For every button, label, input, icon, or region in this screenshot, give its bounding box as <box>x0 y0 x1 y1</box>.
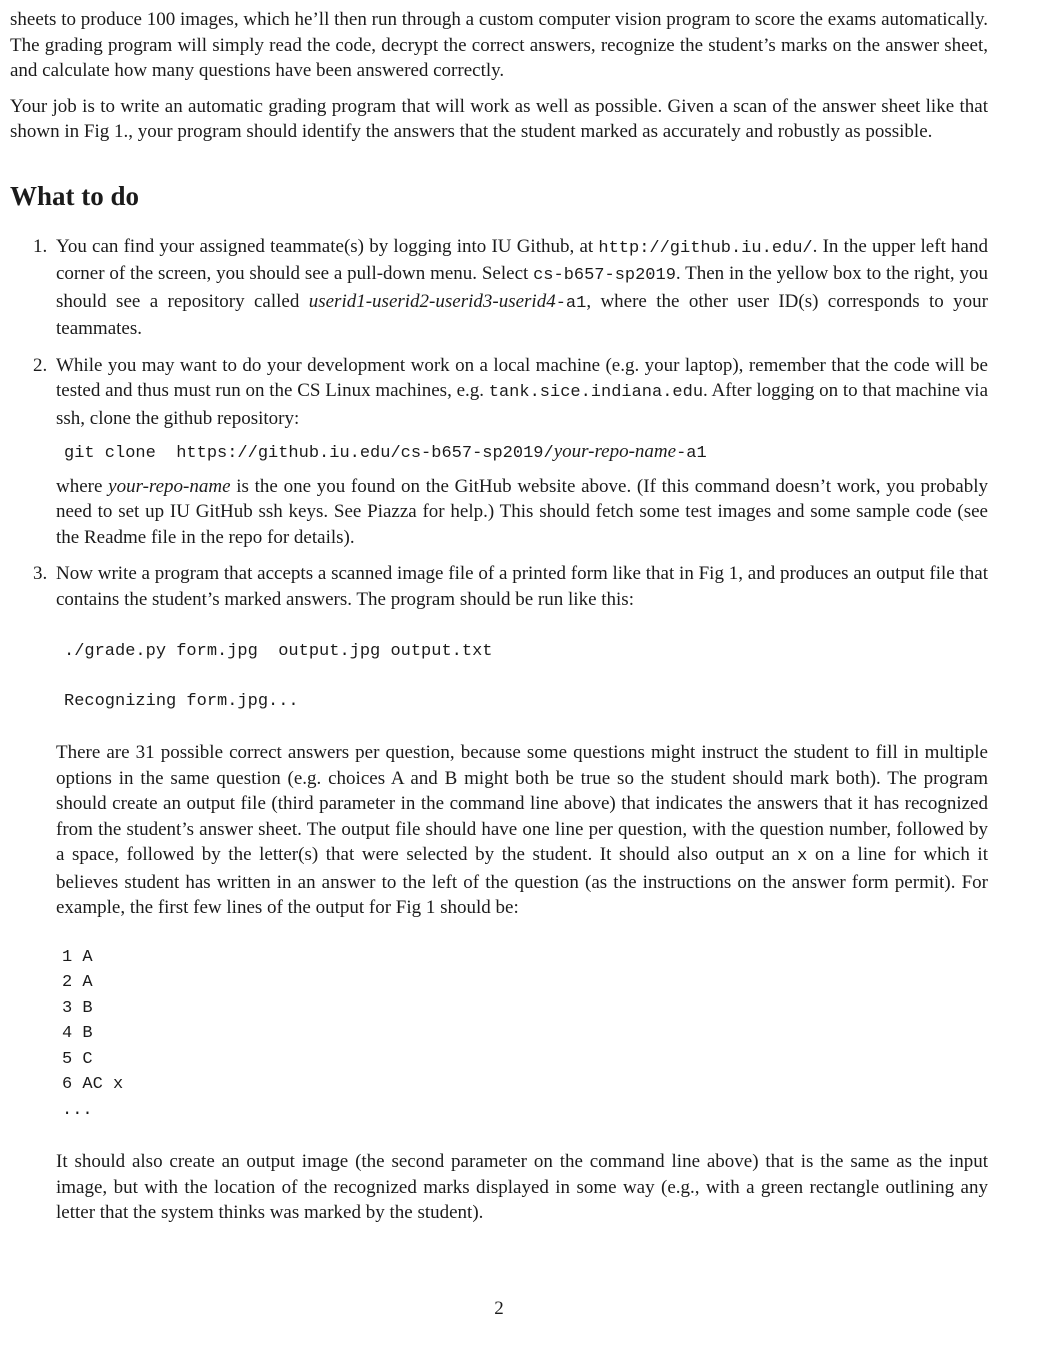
text-run: git clone https://github.iu.edu/cs-b657-sp2019/ <box>64 444 554 463</box>
section-heading: What to do <box>10 180 140 211</box>
intro-section <box>10 7 988 145</box>
text-run: -a1 <box>555 293 587 313</box>
text-run: your-repo-name <box>108 475 231 497</box>
list-item-body <box>56 353 988 551</box>
text-run: Now write a program that accepts a scanned image file of a printed form like that in Fig 1, and produces an output file that contains the student’s marked answers. The program should be run like this: <box>56 563 988 610</box>
text-run: . In the upper left hand corner of the screen, you should see a pull-down menu. Select <box>56 235 988 284</box>
code-block-line: 5 C <box>62 1049 93 1069</box>
text-run: ./grade.py form.jpg output.jpg output.txt <box>64 642 493 661</box>
text-run: sheets to produce 100 images, which he’ll then run through a custom computer vision program to score the exams automatically. The grading program will simply read the code, decrypt the correct answers, recognize the student’s marks on the answer sheet, and calculate how many questions have been answered correctly. <box>10 9 988 81</box>
text-run: There are 31 possible correct answers per question, because some questions might instruct the student to fill in multiple options in the same question (e.g. choices A and B might both be true so the student should mark both). The program should create an output file (third parameter in the command line above) that indicates the answers that it has recognized from the student’s answer sheet. The output file should have one line per question, with the question number, followed by a space, followed by the letter(s) that were selected by the student. It should also output an <box>56 742 988 865</box>
paragraph <box>56 561 988 612</box>
code-block <box>62 945 988 1124</box>
paragraph <box>56 740 988 921</box>
page-number: 2 <box>494 1297 504 1319</box>
code-block-line: 1 A <box>62 947 93 967</box>
list-item-number: 2. <box>33 354 48 376</box>
text-run: . After logging on to that machine via ssh, clone the github repository: <box>56 380 988 429</box>
text-run: You can find your assigned teammate(s) by logging into IU Github, at <box>56 235 599 257</box>
text-run: It should also create an output image (the second parameter on the command line above) that is the same as the input image, but with the location of the recognized marks displayed in some way (e.g., with a green rectangle outlining any letter that the system thinks was marked by the student). <box>56 1151 988 1223</box>
text-run: Your job is to write an automatic grading program that will work as well as possible. Given a scan of the answer sheet like that shown in Fig 1., your program should identify the answers that the student marked as accurately and robustly as possible. <box>10 95 988 142</box>
code-block-line: ... <box>62 1100 93 1120</box>
list-item <box>10 234 988 342</box>
list-item <box>10 561 988 1226</box>
ordered-list <box>10 234 988 1226</box>
text-run: userid1-userid2-userid3-userid4 <box>308 290 556 312</box>
code-line <box>64 439 988 467</box>
text-run: x <box>797 847 808 866</box>
text-run: your-repo-name <box>553 441 677 462</box>
text-run: While you may want to do your development work on a local machine (e.g. your laptop), remember that the code will be tested and thus must run on the CS Linux machines, e.g. <box>56 354 988 401</box>
text-run: http://github.iu.edu/ <box>598 238 813 258</box>
code-block-line: 2 A <box>62 973 93 992</box>
paragraph <box>56 474 988 551</box>
text-run: tank.sice.indiana.edu <box>488 383 704 402</box>
code-block-line: 4 B <box>62 1024 93 1043</box>
code-line <box>64 689 988 715</box>
intro-paragraph <box>10 94 988 145</box>
intro-paragraph <box>10 7 988 84</box>
code-block-line: 3 B <box>62 998 93 1018</box>
text-run: on a line for which it believes student has written in an answer to the left of the question (as the instructions on the answer form permit). For example, the first few lines of the output for Fig 1 should be: <box>56 844 988 918</box>
paragraph <box>56 234 988 342</box>
paragraph <box>56 1149 988 1226</box>
paragraph <box>56 353 988 432</box>
text-run: cs-b657-sp2019 <box>533 266 676 285</box>
list-item-number: 3. <box>33 563 48 584</box>
text-run: Recognizing form.jpg... <box>64 691 299 711</box>
list-item-body <box>56 234 988 342</box>
text-run: is the one you found on the GitHub website above. (If this command doesn’t work, you probably need to set up IU GitHub ssh keys. See Piazza for help.) This should fetch some test images and some sample code (see the Readme file in the repo for details). <box>56 475 989 548</box>
text-run: . Then in the yellow box to the right, you should see a repository called <box>56 263 988 312</box>
text-run: -a1 <box>676 444 707 463</box>
list-item-number: 1. <box>33 235 48 257</box>
text-run: , where the other user ID(s) corresponds to your teammates. <box>56 290 988 339</box>
list-item <box>10 353 988 551</box>
text-run: where <box>56 475 109 497</box>
list-item-body <box>56 561 988 1226</box>
code-line <box>64 639 988 665</box>
code-block-line: 6 AC x <box>62 1075 124 1094</box>
